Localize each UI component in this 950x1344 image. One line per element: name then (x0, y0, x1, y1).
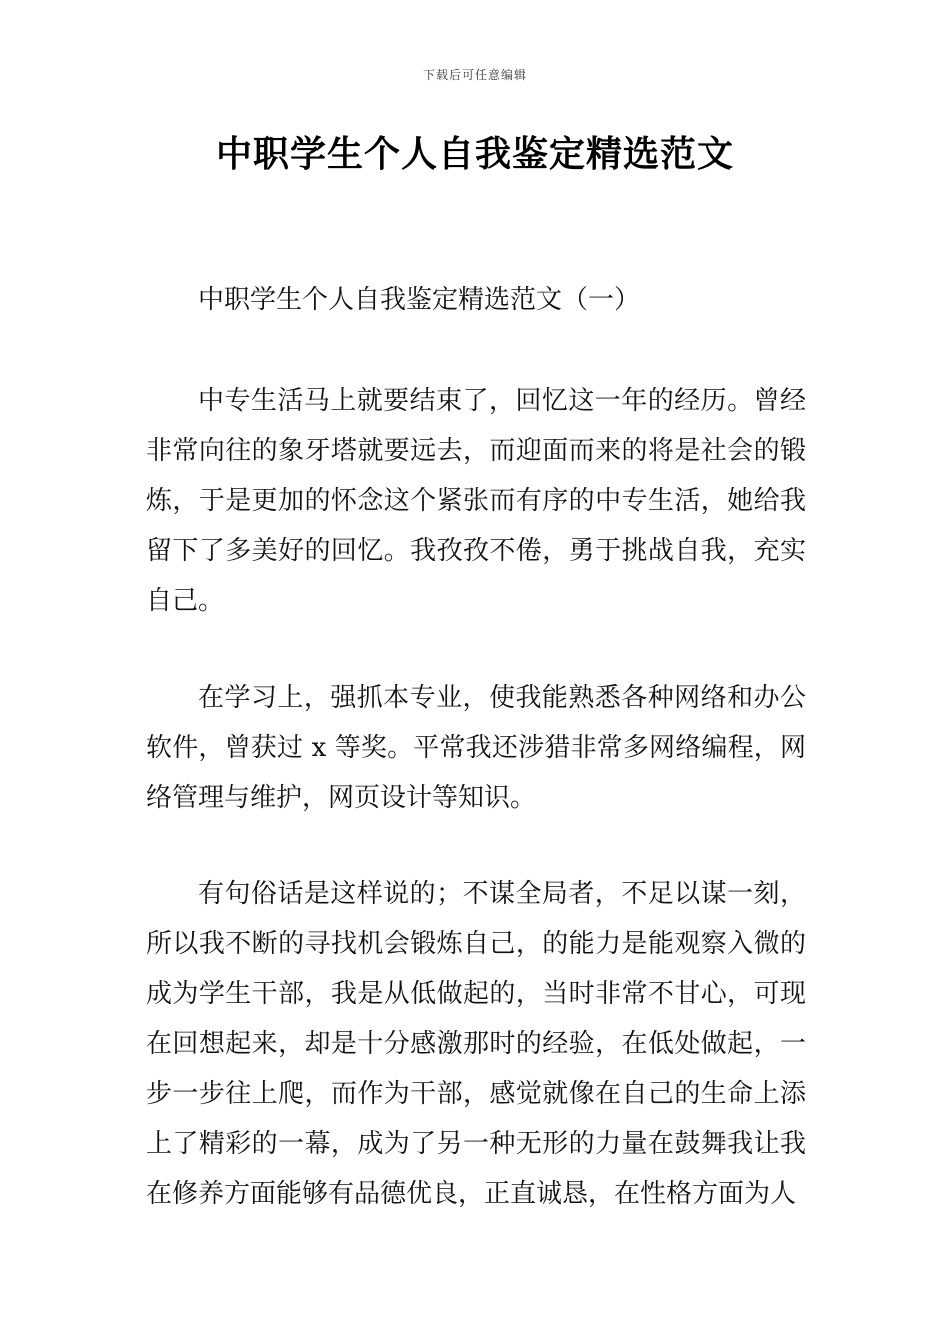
section-heading: 中职学生个人自我鉴定精选范文（一） (198, 285, 641, 315)
paragraph-1: 中专生活马上就要结束了，回忆这一年的经历。曾经非常向往的象牙塔就要远去，而迎面而来的将是社会的锻炼，于是更加的怀念这个紧张而有序的中专生活，她给我留下了多美好的回忆。我孜孜不倦，勇于挑战自我，充实自己。 (146, 386, 806, 616)
header-note: 下载后可任意编辑 (422, 68, 527, 82)
document-title: 中职学生个人自我鉴定精选范文 (215, 134, 734, 175)
paragraph-2: 在学习上，强抓本专业，使我能熟悉各种网络和办公软件，曾获过 x 等奖。平常我还涉猎非常多网络编程，网络管理与维护，网页设计等知识。 (146, 683, 806, 813)
paragraph-3: 有句俗话是这样说的；不谋全局者，不足以谋一刻，所以我不断的寻找机会锻炼自己，的能力是能观察入微的成为学生干部，我是从低做起的，当时非常不甘心，可现在回想起来，却是十分感激那时的经验，在低处做起，一步一步往上爬，而作为干部，感觉就像在自己的生命上添上了精彩的一幕，成为了另一种无形的力量在鼓舞我让我在修养方面能够有品德优良，正直诚恳，在性格方面为人 (146, 879, 806, 1209)
